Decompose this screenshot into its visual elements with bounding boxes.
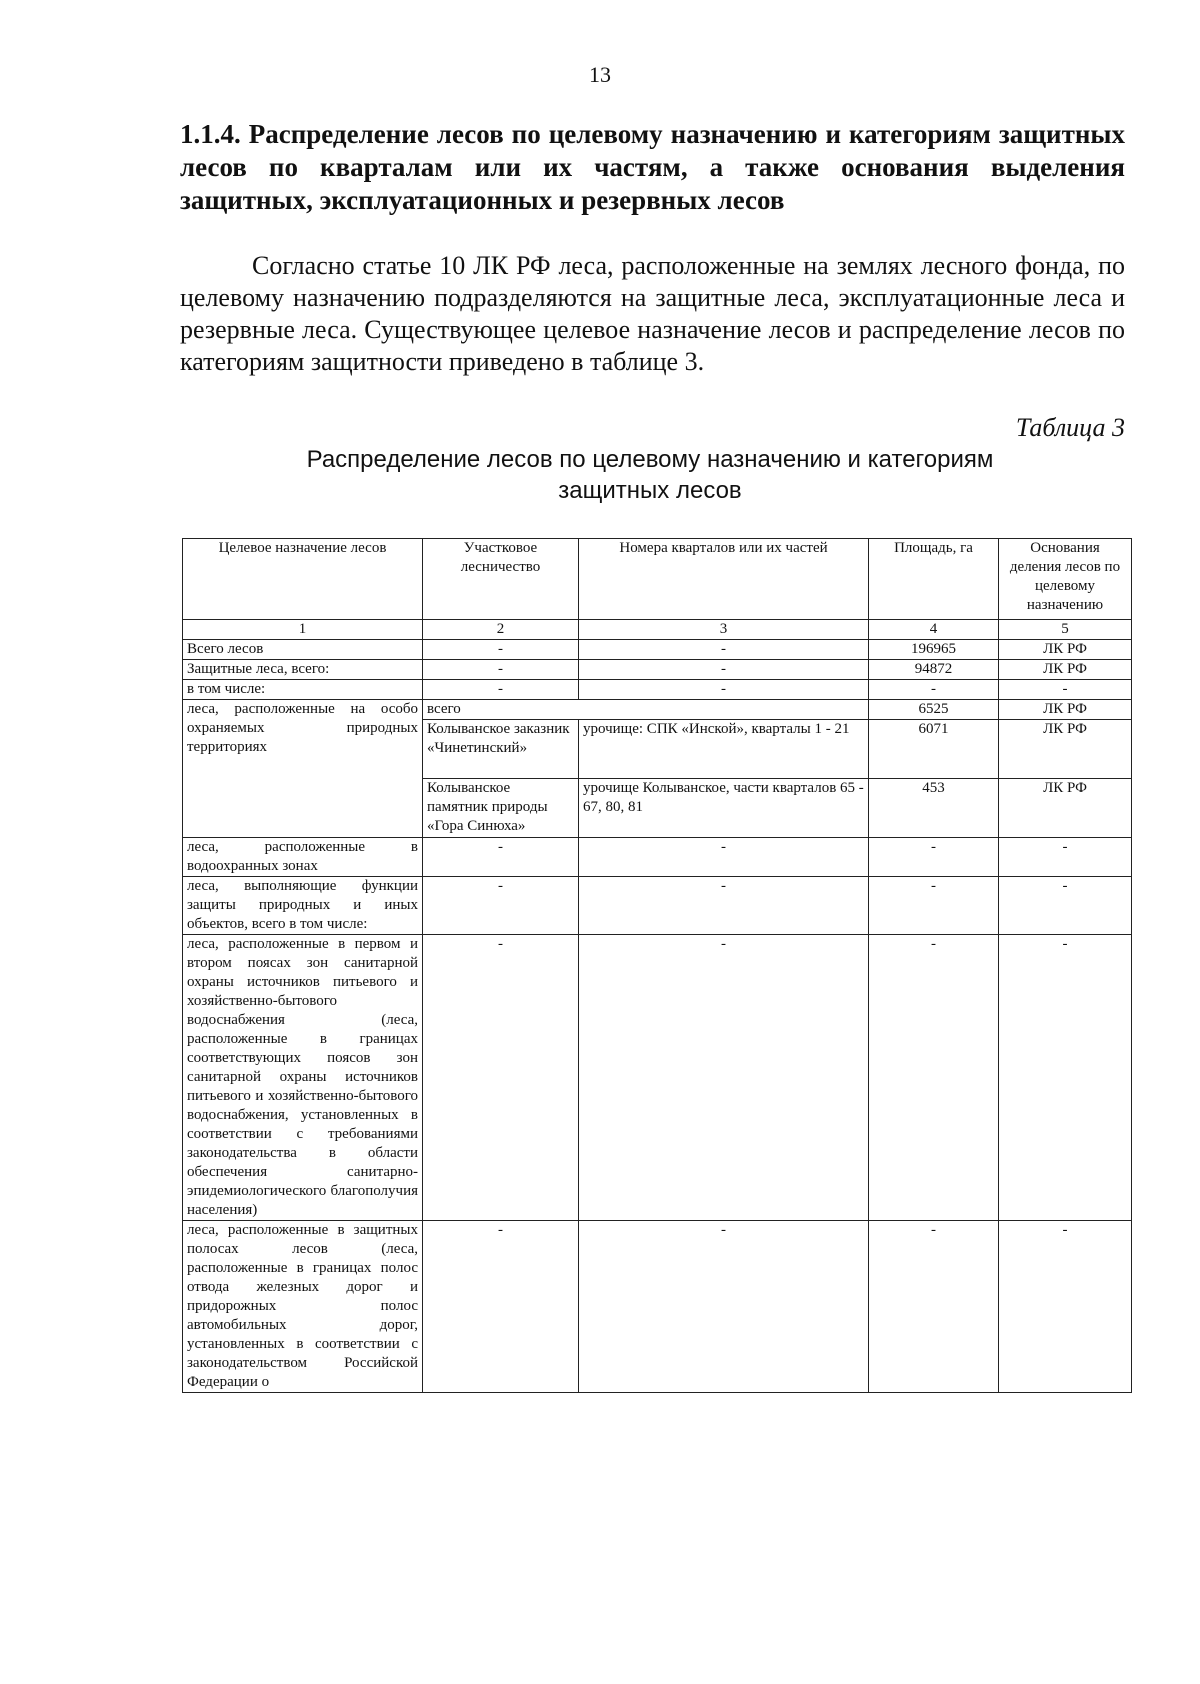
column-number: 3 [579,620,869,640]
column-number-row [183,620,1132,640]
table-cell: - [579,877,869,935]
header-cell: Площадь, га [869,539,999,620]
table-label: Таблица 3 [1015,413,1125,442]
column-number: 1 [183,620,423,640]
table-cell: - [579,838,869,877]
row-label: леса, расположенные в первом и втором поясах зон санитарной охраны источников питьевого и хозяйственно-бытового водоснабжения (леса, расположенные в границах соответствующих поясов зон санитарной охраны источников питьевого и хозяйственно-бытового водоснабжения, установленных в соответствии с требованиями законодательства в области обеспечения санитарно-эпидемиологического благополучия населения) [183,935,423,1221]
table-row [183,640,1132,660]
table-cell: - [999,935,1132,1221]
table-cell: 6525 [869,700,999,720]
table-row [183,1221,1132,1393]
table-cell: ЛК РФ [999,700,1132,720]
table-cell: - [999,1221,1132,1393]
column-number: 2 [423,620,579,640]
intro-paragraph [180,250,1125,378]
header-cell: Участковое лесничество [423,539,579,620]
table-cell: - [423,935,579,1221]
table-row [183,877,1132,935]
table-cell: ЛК РФ [999,779,1132,838]
table-cell: - [423,660,579,680]
column-number: 4 [869,620,999,640]
row-label: леса, расположенные в водоохранных зонах [183,838,423,877]
table-cell: 6071 [869,720,999,779]
table-cell: - [869,838,999,877]
table-cell: - [579,660,869,680]
row-label: в том числе: [183,680,423,700]
page-number: 13 [589,62,611,87]
table-cell: - [869,935,999,1221]
table-cell: 94872 [869,660,999,680]
table-cell: урочище: СПК «Инской», кварталы 1 - 21 [579,720,869,779]
table-cell: - [869,680,999,700]
forest-distribution-table [182,538,1132,1393]
section-heading: 1.1.4. Распределение лесов по целевому назначению и категориям защитных лесов по кварталам или их частям, а также основания выделения защитных, эксплуатационных и резервных лесов [180,119,1125,215]
table-cell: - [423,838,579,877]
table-row [183,680,1132,700]
table-row [183,700,1132,720]
table-cell: всего [423,700,869,720]
table-header-row [183,539,1132,620]
table-cell: Колыванское памятник природы «Гора Синюха» [423,779,579,838]
table-cell: 453 [869,779,999,838]
table-cell: - [999,680,1132,700]
table-cell: - [999,838,1132,877]
table-cell: - [579,680,869,700]
table-cell: - [999,877,1132,935]
row-label: леса, расположенные на особо охраняемых природных территориях [183,700,423,838]
table-cell: - [423,640,579,660]
row-label: леса, выполняющие функции защиты природных и иных объектов, всего в том числе: [183,877,423,935]
table-cell: ЛК РФ [999,660,1132,680]
table-cell: - [423,680,579,700]
table-caption: Распределение лесов по целевому назначению и категориям защитных лесов [306,446,994,504]
header-cell: Основания деления лесов по целевому назначению [999,539,1132,620]
table-row [183,935,1132,1221]
table-cell: - [423,1221,579,1393]
table-cell: Колыванское заказник «Чинетинский» [423,720,579,779]
intro-text: Согласно статье 10 ЛК РФ леса, расположенные на землях лесного фонда, по целевому назначению подразделяются на защитные леса, эксплуатационные леса и резервные леса. Существующее целевое назначение лесов и распределение лесов по категориям защитности приведено в таблице 3. [180,251,1125,376]
row-label: леса, расположенные в защитных полосах лесов (леса, расположенные в границах полос отвода железных дорог и придорожных полос автомобильных дорог, установленных в соответствии с законодательством Российской Федерации о [183,1221,423,1393]
table-cell: ЛК РФ [999,720,1132,779]
table-cell: - [423,877,579,935]
table-cell: - [579,935,869,1221]
table-cell: 196965 [869,640,999,660]
table-row [183,660,1132,680]
row-label: Защитные леса, всего: [183,660,423,680]
header-cell: Целевое назначение лесов [183,539,423,620]
table-cell: ЛК РФ [999,640,1132,660]
table-cell: урочище Колыванское, части кварталов 65 - 67, 80, 81 [579,779,869,838]
table-cell: - [579,640,869,660]
table-row [183,838,1132,877]
header-cell: Номера кварталов или их частей [579,539,869,620]
row-label: Всего лесов [183,640,423,660]
column-number: 5 [999,620,1132,640]
table-cell: - [869,877,999,935]
table-cell: - [579,1221,869,1393]
table-cell: - [869,1221,999,1393]
